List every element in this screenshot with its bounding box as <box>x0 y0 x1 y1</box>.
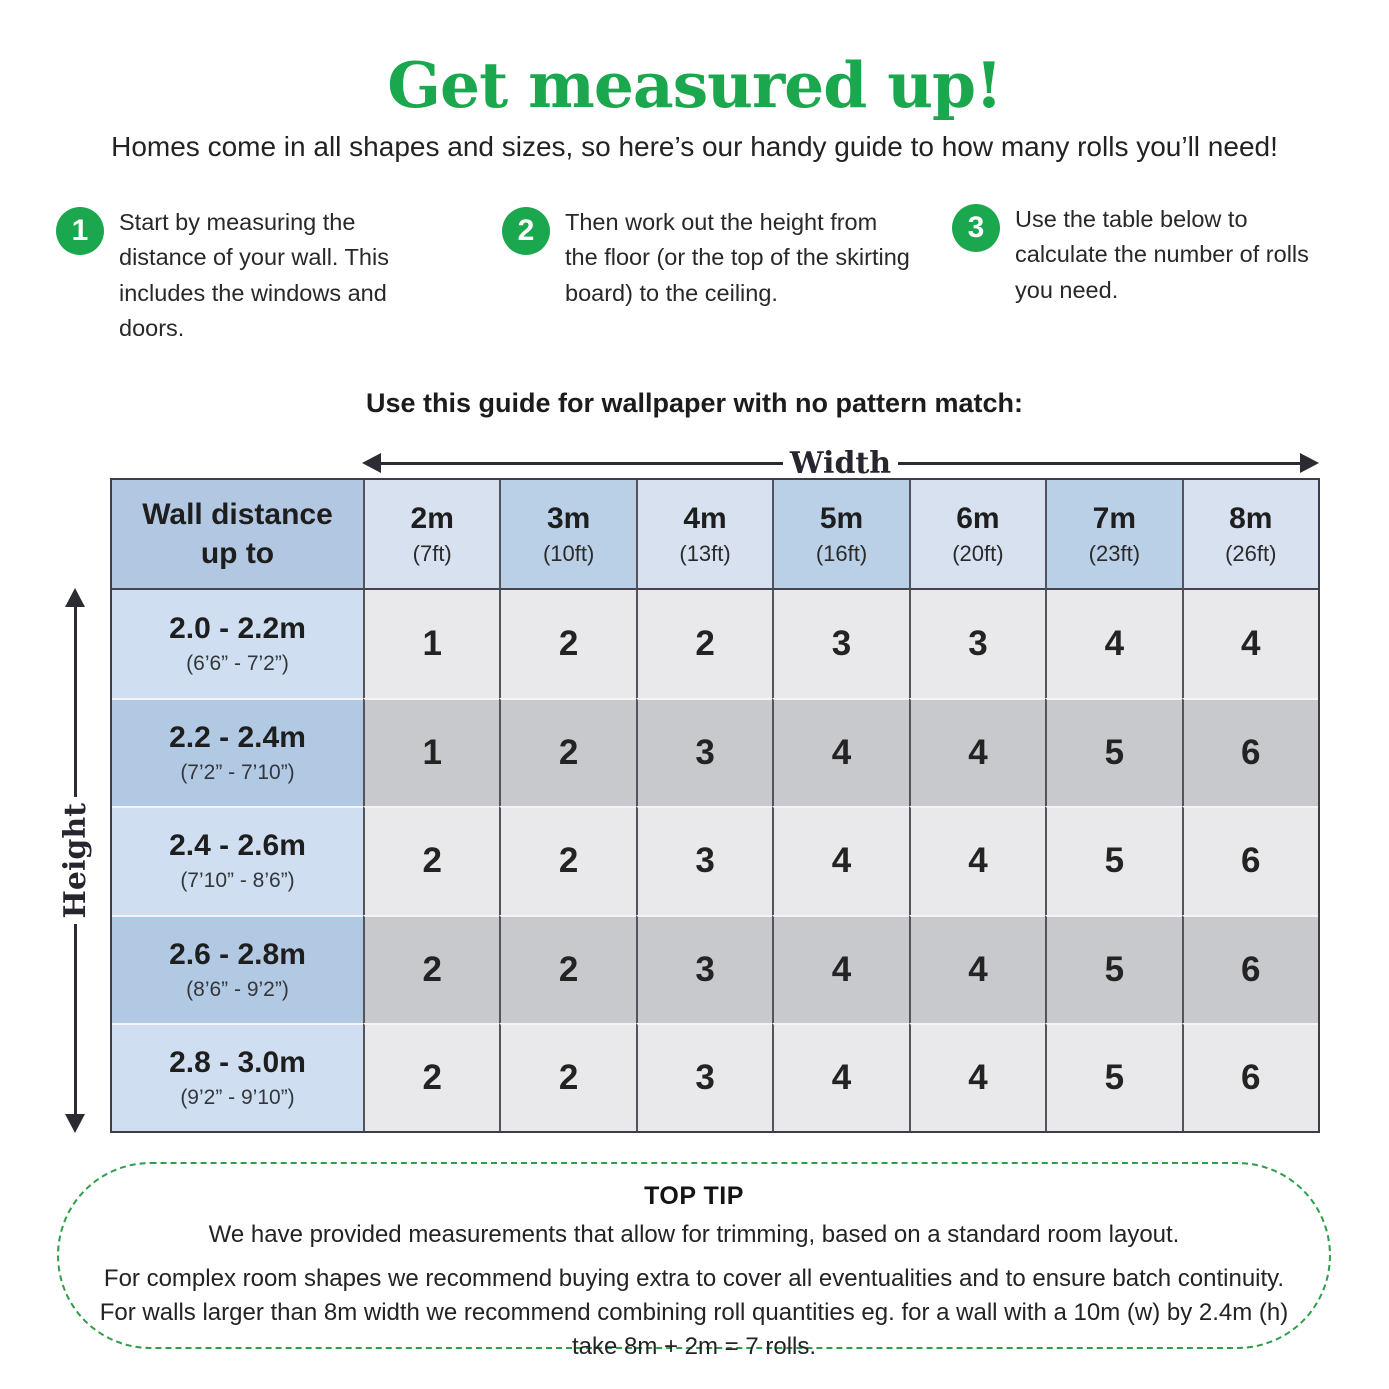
roll-count-cell <box>636 698 772 806</box>
roll-count-cell <box>772 806 908 914</box>
roll-count-cell <box>909 915 1045 1023</box>
roll-count-cell <box>1182 590 1318 698</box>
roll-count-value: 2 <box>422 841 442 881</box>
roll-count-value: 2 <box>422 1057 442 1097</box>
guide-heading: Use this guide for wallpaper with no pattern match: <box>365 388 1024 418</box>
roll-count-value: 3 <box>695 1057 715 1097</box>
roll-count-cell <box>1045 1023 1181 1131</box>
row-label <box>112 806 363 914</box>
roll-count-cell <box>636 1023 772 1131</box>
roll-count-value: 6 <box>1241 1057 1261 1097</box>
height-arrow-line-bottom <box>74 924 77 1114</box>
height-arrow-line-top <box>74 607 77 797</box>
roll-count-value: 5 <box>1104 1057 1125 1097</box>
width-column-header-ft: (26ft) <box>1225 540 1277 566</box>
roll-count-cell <box>1045 590 1181 698</box>
arrow-up-icon <box>65 588 85 607</box>
roll-count-value: 6 <box>1241 841 1261 881</box>
top-tip-line1: We have provided measurements that allow for trimming, based on a standard room layout. <box>208 1221 1180 1248</box>
width-column-header-ft: (10ft) <box>542 540 595 566</box>
row-label-ft: (9’2” - 9’10”) <box>180 1085 295 1109</box>
roll-count-cell <box>636 806 772 914</box>
roll-count-value: 3 <box>695 841 715 881</box>
width-axis-label: Width <box>789 445 892 481</box>
roll-count-cell <box>1045 806 1181 914</box>
width-column-header-4m <box>636 480 772 590</box>
roll-count-value: 3 <box>695 733 715 773</box>
roll-count-cell <box>499 806 635 914</box>
roll-count-cell <box>772 915 908 1023</box>
row-label <box>112 698 363 806</box>
roll-count-value: 2 <box>558 841 579 881</box>
width-column-header-5m <box>772 480 908 590</box>
roll-count-value: 2 <box>558 733 579 773</box>
roll-count-value: 5 <box>1104 733 1125 773</box>
width-column-header-m: 6m <box>956 501 1000 535</box>
roll-count-cell <box>1182 1023 1318 1131</box>
row-label-range: 2.0 - 2.2m <box>169 612 306 646</box>
roll-count-value: 5 <box>1104 949 1125 989</box>
row-label-ft: (8’6” - 9’2”) <box>186 977 289 1001</box>
row-label-range: 2.6 - 2.8m <box>169 937 306 971</box>
width-column-header-m: 5m <box>819 501 864 535</box>
roll-count-value: 4 <box>831 841 852 881</box>
roll-count-value: 4 <box>1104 624 1125 664</box>
rolls-table <box>110 478 1320 1133</box>
roll-count-value: 3 <box>831 624 852 664</box>
width-arrow-line-right <box>898 462 1300 465</box>
roll-count-value: 4 <box>1241 624 1261 664</box>
roll-count-cell <box>499 915 635 1023</box>
roll-count-value: 4 <box>968 949 988 989</box>
roll-count-value: 1 <box>422 733 442 773</box>
arrow-down-icon <box>65 1114 85 1133</box>
width-column-header-m: 2m <box>410 501 454 535</box>
roll-count-cell <box>499 590 635 698</box>
page-subtitle: Homes come in all shapes and sizes, so here’s our handy guide to how many rolls you’ll need! <box>111 131 1278 162</box>
step-2-number-badge: 2 <box>502 207 550 255</box>
roll-count-value: 4 <box>831 733 852 773</box>
roll-count-value: 6 <box>1241 949 1261 989</box>
row-label-range: 2.2 - 2.4m <box>169 721 306 755</box>
roll-count-value: 1 <box>422 624 442 664</box>
width-column-header-8m <box>1182 480 1318 590</box>
width-column-header-m: 3m <box>546 501 591 535</box>
step-2 <box>502 205 914 311</box>
width-column-header-6m <box>909 480 1045 590</box>
row-label-range: 2.4 - 2.6m <box>169 829 306 863</box>
width-column-header-2m <box>363 480 499 590</box>
step-1 <box>56 205 444 346</box>
top-tip-line2: For complex room shapes we recommend buying extra to cover all eventualities and to ensure batch continuity. For walls larger than 8m width we recommend combining roll quantities eg. for a wall with a 10m (w) by 2.4m (h) take 8m + 2m = 7 rolls. <box>99 1265 1289 1361</box>
roll-count-value: 4 <box>831 949 852 989</box>
roll-count-cell <box>363 915 499 1023</box>
roll-count-value: 4 <box>968 1057 988 1097</box>
height-axis-label: Height <box>57 802 93 919</box>
row-label-ft: (7’2” - 7’10”) <box>180 761 295 785</box>
roll-count-cell <box>363 1023 499 1131</box>
roll-count-cell <box>363 806 499 914</box>
roll-count-value: 4 <box>968 733 988 773</box>
row-label-range: 2.8 - 3.0m <box>169 1045 306 1079</box>
roll-count-cell <box>1045 698 1181 806</box>
roll-count-cell <box>909 590 1045 698</box>
width-column-header-ft: (23ft) <box>1088 540 1141 566</box>
width-column-header-ft: (7ft) <box>412 540 452 566</box>
row-label <box>112 590 363 698</box>
width-column-header-7m <box>1045 480 1181 590</box>
row-label <box>112 915 363 1023</box>
step-3 <box>952 202 1324 308</box>
roll-count-value: 2 <box>558 949 579 989</box>
width-arrow-line-left <box>381 462 783 465</box>
roll-count-value: 4 <box>968 841 988 881</box>
roll-count-cell <box>499 1023 635 1131</box>
roll-count-cell <box>772 1023 908 1131</box>
step-1-text: Start by measuring the distance of your wall. This includes the windows and doors. <box>119 209 389 341</box>
roll-count-value: 3 <box>968 624 988 664</box>
roll-count-cell <box>1182 915 1318 1023</box>
roll-count-cell <box>1182 806 1318 914</box>
row-label-ft: (7’10” - 8’6”) <box>180 869 295 893</box>
row-label-ft: (6’6” - 7’2”) <box>186 652 289 676</box>
roll-count-cell <box>363 698 499 806</box>
top-tip-heading: TOP TIP <box>644 1182 744 1210</box>
roll-count-cell <box>772 698 908 806</box>
table-corner-header-text: Wall distance up to <box>142 498 333 570</box>
arrow-right-icon <box>1300 453 1319 473</box>
width-column-header-3m <box>499 480 635 590</box>
roll-count-cell <box>1045 915 1181 1023</box>
roll-count-value: 2 <box>558 1057 579 1097</box>
width-column-header-ft: (13ft) <box>679 540 731 566</box>
step-3-number-badge: 3 <box>952 204 1000 252</box>
roll-count-cell <box>772 590 908 698</box>
roll-count-value: 2 <box>558 624 579 664</box>
roll-count-cell <box>363 590 499 698</box>
step-1-number-badge: 1 <box>56 207 104 255</box>
roll-count-cell <box>909 1023 1045 1131</box>
roll-count-value: 4 <box>831 1057 852 1097</box>
page-title: Get measured up! <box>387 48 1002 122</box>
roll-count-value: 5 <box>1104 841 1125 881</box>
step-2-text: Then work out the height from the floor (or the top of the skirting board) to the ceiling. <box>565 209 910 306</box>
width-column-header-m: 7m <box>1092 501 1137 535</box>
table-corner-header <box>112 480 363 590</box>
roll-count-value: 2 <box>422 949 442 989</box>
roll-count-value: 3 <box>695 949 715 989</box>
width-column-header-ft: (20ft) <box>952 540 1004 566</box>
width-axis-arrow <box>362 445 1319 481</box>
row-label <box>112 1023 363 1131</box>
width-column-header-ft: (16ft) <box>815 540 868 566</box>
width-column-header-m: 8m <box>1229 501 1273 535</box>
step-3-text: Use the table below to calculate the number of rolls you need. <box>1015 206 1309 303</box>
roll-count-cell <box>909 806 1045 914</box>
roll-count-cell <box>636 915 772 1023</box>
roll-count-cell <box>1182 698 1318 806</box>
arrow-left-icon <box>362 453 381 473</box>
roll-count-value: 2 <box>695 624 715 664</box>
top-tip-box <box>57 1162 1331 1361</box>
roll-count-value: 6 <box>1241 733 1261 773</box>
width-column-header-m: 4m <box>683 501 727 535</box>
height-axis-arrow <box>51 588 99 1133</box>
roll-count-cell <box>909 698 1045 806</box>
roll-count-cell <box>499 698 635 806</box>
roll-count-cell <box>636 590 772 698</box>
